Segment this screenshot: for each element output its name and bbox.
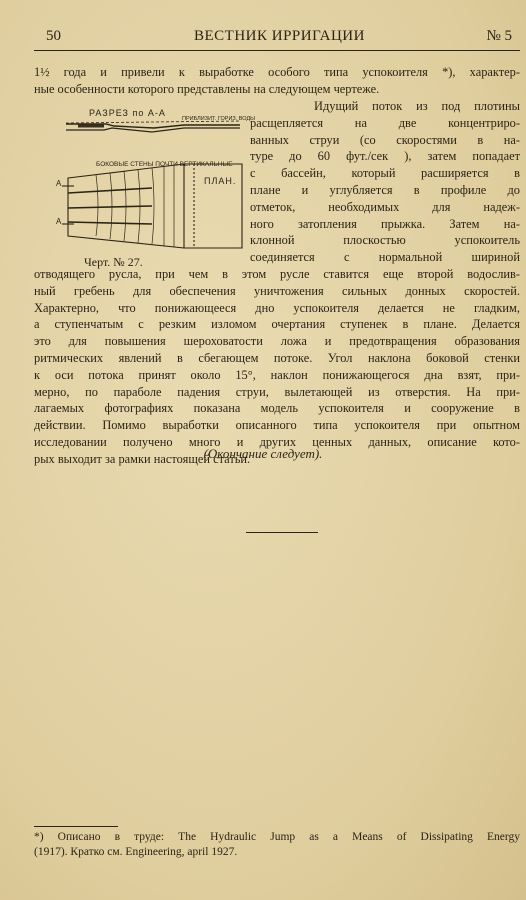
text-line: с бассейн, который расширяется в [250, 166, 520, 181]
issue-number: № 5 [486, 28, 512, 44]
text-line: рых выходит за рамки настоящей статьи. [34, 451, 251, 466]
text-line: 1½ года и привели к выработке особого типа успокоителя *), характер- [34, 65, 520, 79]
text-line: расщепляется на две концентриро- [250, 115, 520, 130]
section-profile [66, 121, 240, 132]
section-label: РАЗРЕЗ по А-А [89, 108, 166, 118]
footnote [34, 830, 520, 860]
header-rule [34, 50, 520, 51]
text-line: соединяется с нормальной шириной [250, 250, 520, 265]
to-be-continued-note: (Окончание следует). [203, 446, 323, 461]
text-line: к оси потока принят около 15°, наклон понижающегося дна взят, при- [34, 367, 520, 382]
lead-paragraph [34, 64, 520, 98]
text-line: а ступенчатым с резким изломом очертания ступенек в плане. Делается [34, 317, 520, 332]
plan-label: ПЛАН. [204, 176, 237, 186]
water-level-label: ПРИБЛИЗИТ. ГОРИЗ. ВОДЫ [182, 116, 256, 122]
footnote-rule [34, 826, 118, 827]
walls-label: БОКОВЫЕ СТЕНЫ ПОЧТИ ВЕРТИКАЛЬНЫЕ [96, 161, 233, 168]
figure-caption: Черт. № 27. [84, 255, 143, 269]
full-width-paragraph [34, 266, 520, 468]
text-line: Идущий поток из под плотины [314, 99, 520, 113]
text-line: туре до 60 фут./сек ), затем попадает [250, 149, 520, 164]
page-number: 50 [46, 28, 61, 44]
footnote-line: *) Описано в труде: The Hydraulic Jump as a Means of Dissipating Energy [34, 831, 520, 843]
text-line: ванных струи (со скоростями в на- [250, 132, 520, 147]
footnote-line: (1917). Кратко см. Engineering, april 1927. [34, 846, 238, 858]
text-line: исследовании получено много и других ценных данных, описание кото- [34, 434, 520, 449]
running-header [46, 28, 512, 48]
text-line: клонной плоскостью успокоитель [250, 233, 520, 248]
text-line: мерно, по параболе падения струи, вылетающей из отверстия. На при- [34, 384, 520, 399]
stilling-basin-drawing [34, 98, 256, 276]
journal-title: ВЕСТНИК ИРРИГАЦИИ [194, 28, 365, 44]
figure-27 [34, 98, 256, 276]
point-a-label: А [56, 179, 62, 188]
text-line: действии. Помимо выработки описанного типа успокоителя при опытном [34, 418, 520, 433]
text-line: плане и углубляется в профиле до [250, 182, 520, 197]
end-rule [246, 532, 318, 533]
text-line: отметок, необходимых для надеж- [250, 199, 520, 214]
text-line: ритмических явлений в сбегающем потоке. Угол наклона боковой стенки [34, 350, 520, 365]
text-line: лагаемых фотографиях показана модель успокоителя и сооружение в [34, 401, 520, 416]
text-line: ный гребень для обеспечения уничтожения сильных донных скоростей. [34, 283, 520, 298]
text-line: ного затопления прыжка. Затем на- [250, 216, 520, 231]
text-line: это для повышения шероховатости ложа и предотвращения образования [34, 334, 520, 349]
text-line: отводящего русла, при чем в этом русле ставится еще второй водослив- [34, 267, 520, 281]
point-a-label: А [56, 217, 62, 226]
wrapped-paragraph [250, 98, 520, 266]
text-line: Характерно, что понижающееся дно успокоителя делается не гладким, [34, 300, 520, 315]
text-line: ные особенности которого представлены на следующем чертеже. [34, 81, 380, 96]
